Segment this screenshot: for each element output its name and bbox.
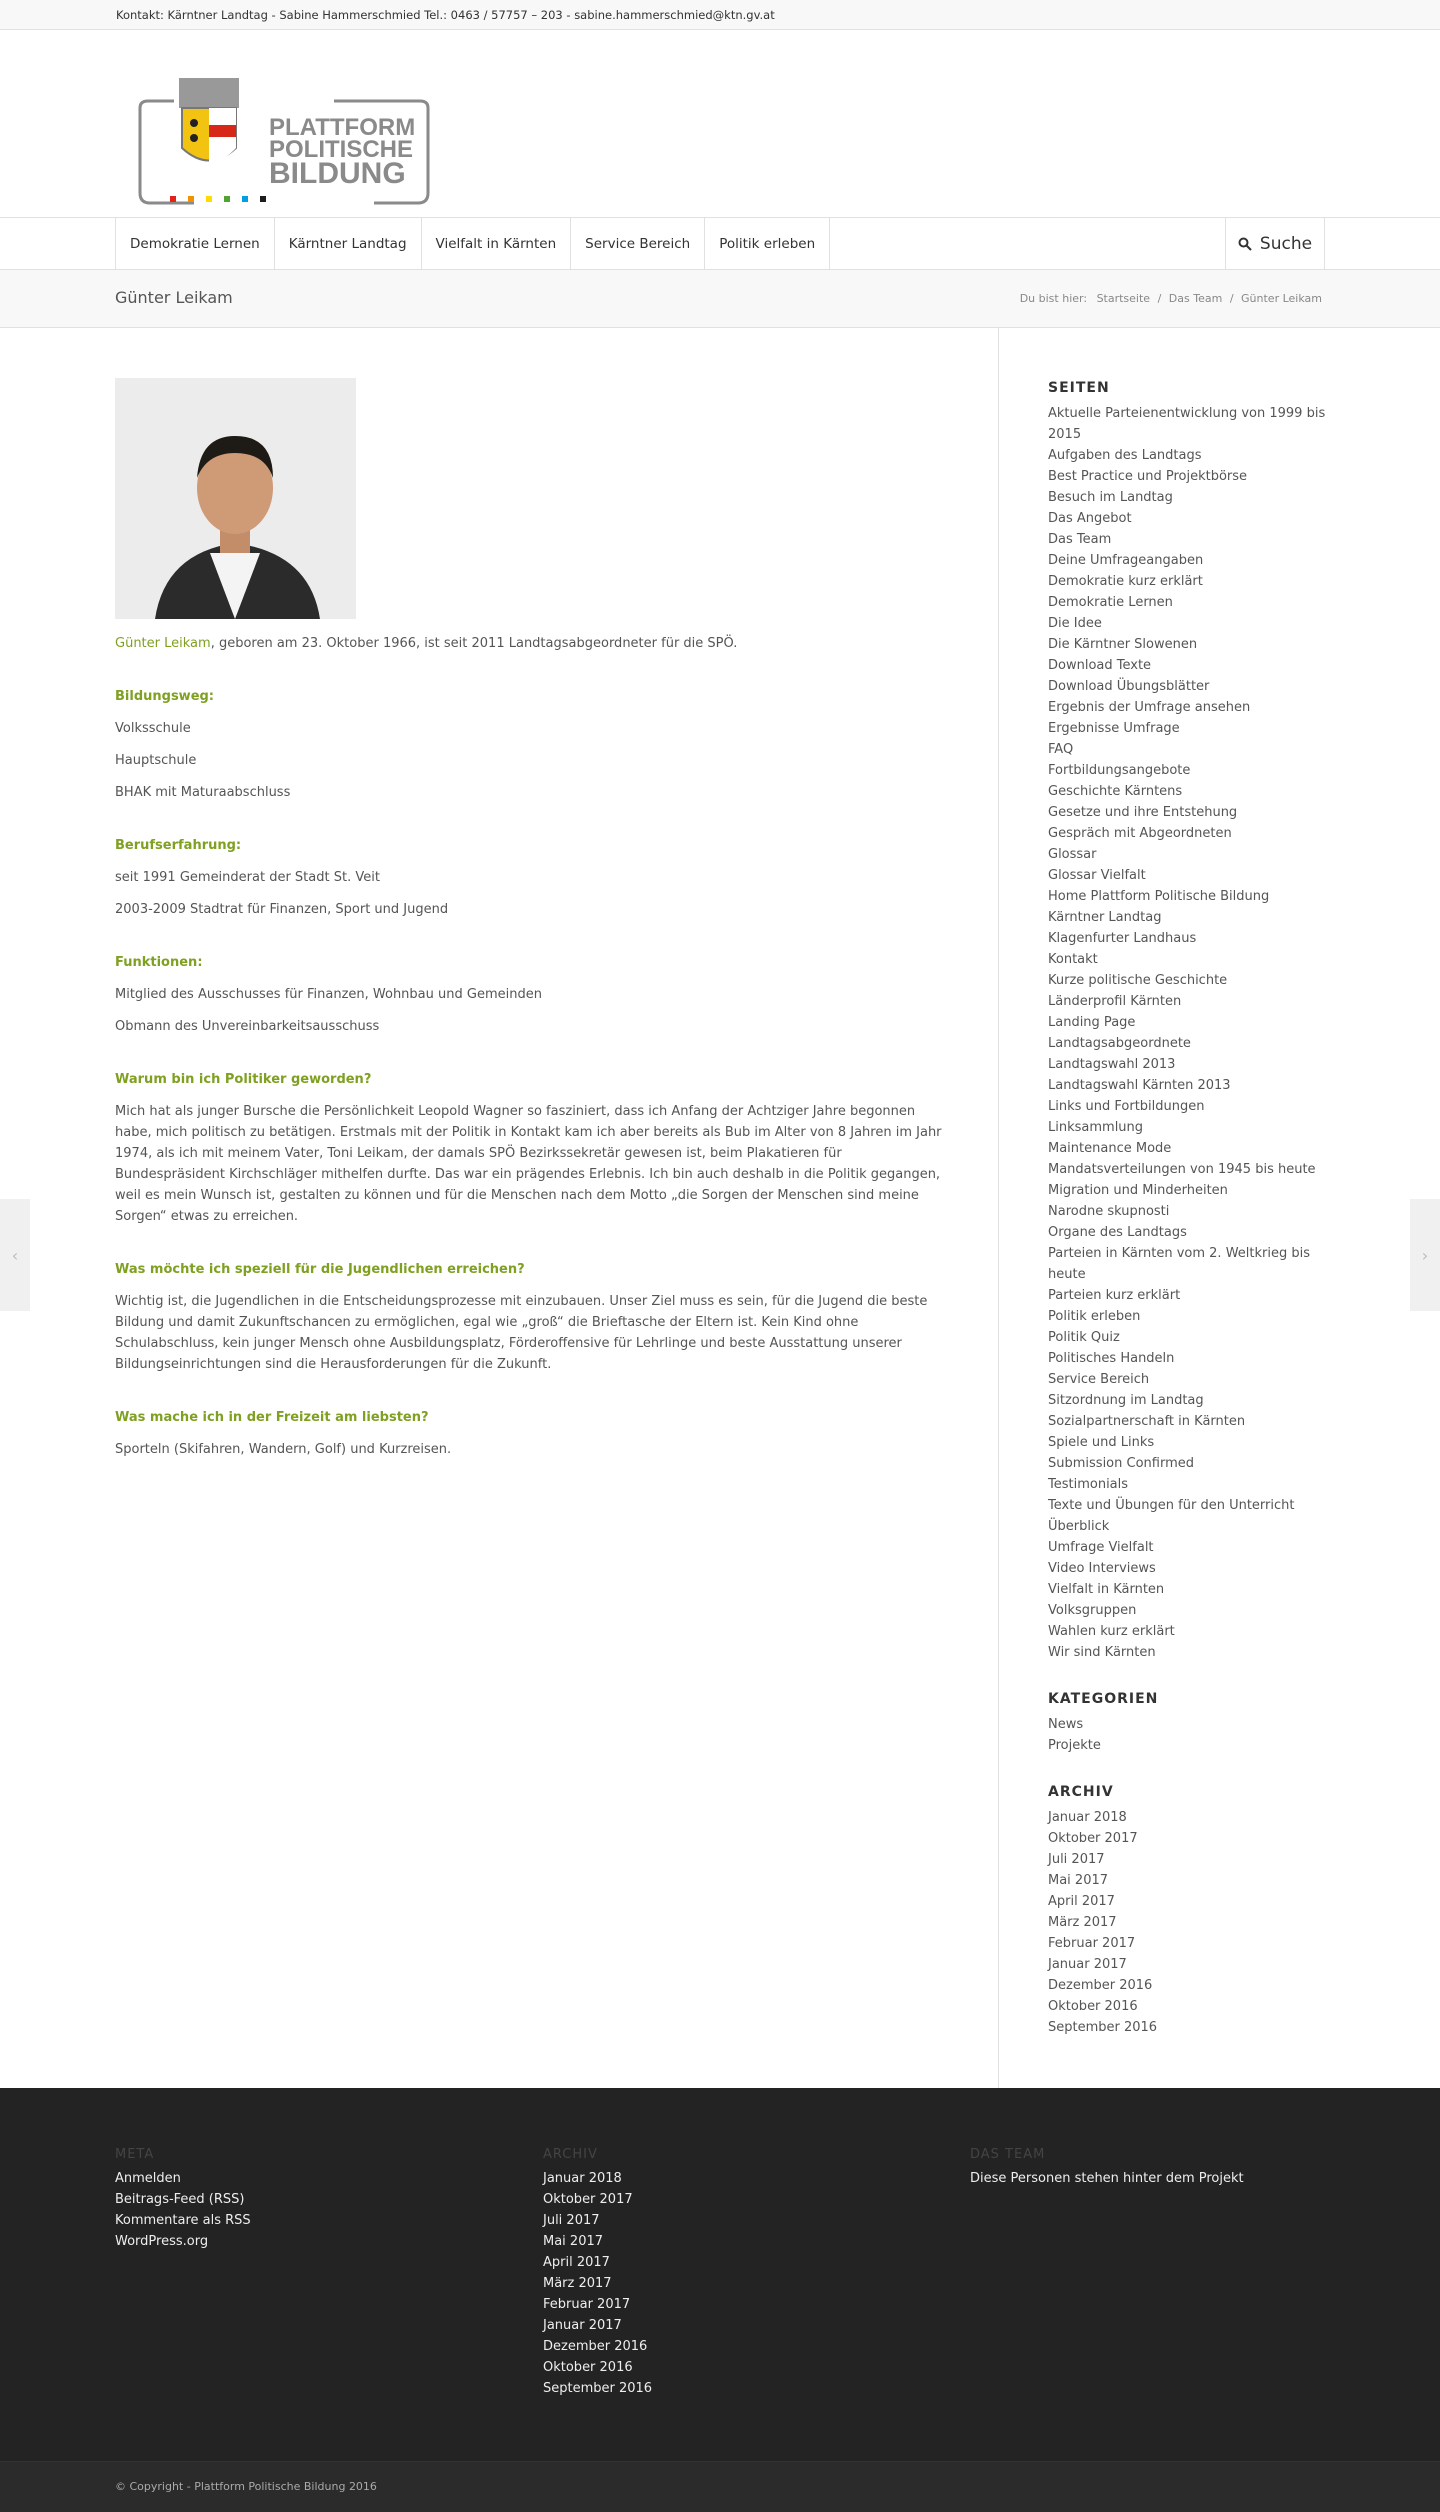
contact-info: Kontakt: Kärntner Landtag - Sabine Hammerschmied Tel.: 0463 / 57757 – 203 - sabine.hammerschmied@ktn.gv.at (116, 8, 775, 22)
heading-warum-politiker: Warum bin ich Politiker geworden? (115, 1072, 372, 1087)
sidebar (1048, 378, 1328, 2064)
sidebar-page-link[interactable]: Wahlen kurz erklärt (1048, 1624, 1175, 1639)
heading-bildungsweg: Bildungsweg: (115, 689, 215, 704)
heading-berufserfahrung: Berufserfahrung: (115, 838, 242, 853)
site-footer (0, 2088, 1440, 2461)
sidebar-page-link[interactable]: Aufgaben des Landtags (1048, 448, 1202, 463)
sidebar-page-link[interactable]: Aktuelle Parteienentwicklung von 1999 bis 2015 (1048, 406, 1326, 442)
logo-text-3: BILDUNG (269, 157, 406, 190)
sidebar-page-link[interactable]: Gespräch mit Abgeordneten (1048, 826, 1232, 841)
sidebar-heading-seiten: SEITEN (1048, 380, 1110, 396)
nav-vielfalt-in-kaernten[interactable]: Vielfalt in Kärnten (421, 218, 571, 270)
sidebar-page-link[interactable]: Landtagswahl 2013 (1048, 1057, 1176, 1072)
copyright: © Copyright - Plattform Politische Bildung 2016 (115, 2480, 377, 2493)
footer-archive-link[interactable]: Mai 2017 (543, 2234, 604, 2249)
footer-archive-link[interactable]: Dezember 2016 (543, 2339, 648, 2354)
coat-of-arms-icon (179, 78, 239, 165)
footer-heading-team: DAS TEAM (970, 2147, 1046, 2162)
next-arrow-button[interactable] (1410, 1199, 1440, 1311)
bildung-item: Hauptschule (115, 753, 197, 768)
footer-archive-link[interactable]: Januar 2018 (543, 2171, 622, 2186)
footer-meta (115, 2144, 251, 2252)
chevron-right-icon: › (1421, 1245, 1429, 1265)
categories-list (1048, 1714, 1328, 1756)
sidebar-archive-link[interactable]: Mai 2017 (1048, 1873, 1109, 1888)
breadcrumb-prefix: Du bist hier: (1019, 292, 1088, 305)
search-icon (1238, 237, 1252, 251)
site-header (0, 30, 1440, 218)
footer-archive-link[interactable]: Oktober 2016 (543, 2360, 633, 2375)
beruf-item: 2003-2009 Stadtrat für Finanzen, Sport und Jugend (115, 902, 449, 917)
footer-meta-link[interactable]: WordPress.org (115, 2234, 209, 2249)
footer-socket (0, 2461, 1440, 2512)
sidebar-page-link[interactable]: Kurze politische Geschichte (1048, 973, 1228, 988)
sidebar-archive-link[interactable]: Juli 2017 (1048, 1852, 1105, 1867)
logo-text-2: POLITISCHE (269, 136, 414, 163)
sidebar-page-link[interactable]: Migration und Minderheiten (1048, 1183, 1228, 1198)
sidebar-page-link[interactable]: Das Team (1048, 532, 1112, 547)
intro-text: , geboren am 23. Oktober 1966, ist seit 2011 Landtagsabgeordneter für die SPÖ. (210, 636, 738, 651)
sidebar-page-link[interactable]: Landing Page (1048, 1015, 1136, 1030)
sidebar-page-link[interactable]: Service Bereich (1048, 1372, 1150, 1387)
sidebar-page-link[interactable]: Politisches Handeln (1048, 1351, 1175, 1366)
footer-heading-archiv: ARCHIV (543, 2147, 598, 2162)
footer-team-link[interactable]: Diese Personen stehen hinter dem Projekt (970, 2171, 1244, 2186)
portrait-photo (115, 378, 356, 619)
sidebar-page-link[interactable]: Klagenfurter Landhaus (1048, 931, 1197, 946)
breadcrumb-startseite[interactable]: Startseite (1096, 292, 1151, 305)
footer-archiv (543, 2144, 652, 2399)
nav-politik-erleben[interactable]: Politik erleben (704, 218, 830, 270)
sidebar-archive-link[interactable]: Februar 2017 (1048, 1936, 1136, 1951)
breadcrumb-current: Günter Leikam (1241, 292, 1322, 305)
sidebar-page-link[interactable]: Die Kärntner Slowenen (1048, 637, 1198, 652)
search-label: Suche (1259, 234, 1313, 254)
breadcrumb-sep: / (1157, 292, 1162, 305)
sidebar-page-link[interactable]: Länderprofil Kärnten (1048, 994, 1182, 1009)
footer-archive-link[interactable]: September 2016 (543, 2381, 653, 2396)
sidebar-page-link[interactable]: Sozialpartnerschaft in Kärnten (1048, 1414, 1246, 1429)
sidebar-page-link[interactable]: Geschichte Kärntens (1048, 784, 1183, 799)
sidebar-page-link[interactable]: Volksgruppen (1048, 1603, 1137, 1618)
footer-archive-link[interactable]: Februar 2017 (543, 2297, 631, 2312)
sidebar-page-link[interactable]: Demokratie Lernen (1048, 595, 1173, 610)
footer-team (970, 2144, 1244, 2189)
sidebar-page-link[interactable]: Home Plattform Politische Bildung (1048, 889, 1270, 904)
footer-meta-link[interactable]: Kommentare als RSS (115, 2213, 251, 2228)
search-button[interactable] (1225, 218, 1325, 270)
jugend-text: Wichtig ist, die Jugendlichen in die Entscheidungsprozesse mit einzubauen. Unser Ziel muss es sein, für die Jugend die beste Bildung und damit Zukunftschancen zu ermöglichen, egal wie „groß“ die Brieftasche der Eltern ist. Kein Kind ohne Schulabschluss, kein junger Mensch ohne Ausbildungsplatz, Förderoffensive für Lehrlinge und beste Ausstattung unserer Bildungseinrichtungen sind die Herausforderungen für die Zukunft. (115, 1294, 928, 1372)
archive-list (1048, 1807, 1328, 2038)
main-navigation (0, 218, 1440, 270)
sidebar-page-link[interactable]: Fortbildungsangebote (1048, 763, 1191, 778)
chevron-left-icon: ‹ (11, 1245, 19, 1265)
sidebar-page-link[interactable]: Überblick (1048, 1519, 1110, 1534)
main-area (0, 328, 1440, 2088)
footer-archive-link[interactable]: Oktober 2017 (543, 2192, 633, 2207)
sidebar-page-link[interactable]: Download Übungsblätter (1048, 679, 1210, 694)
menu (115, 218, 830, 270)
sidebar-page-link[interactable]: Parteien in Kärnten vom 2. Weltkrieg bis heute (1048, 1246, 1310, 1282)
footer-meta-link[interactable]: Anmelden (115, 2171, 181, 2186)
sidebar-archive-link[interactable]: März 2017 (1048, 1915, 1117, 1930)
sidebar-page-link[interactable]: Vielfalt in Kärnten (1048, 1582, 1165, 1597)
sidebar-page-link[interactable]: Links und Fortbildungen (1048, 1099, 1205, 1114)
intro-paragraph (115, 633, 955, 654)
nav-service-bereich[interactable]: Service Bereich (570, 218, 704, 270)
page-title: Günter Leikam (115, 288, 233, 307)
sidebar-page-link[interactable]: Testimonials (1048, 1477, 1129, 1492)
sidebar-page-link[interactable]: Die Idee (1048, 616, 1102, 631)
breadcrumb (1016, 292, 1322, 305)
funktion-item: Mitglied des Ausschusses für Finanzen, Wohnbau und Gemeinden (115, 987, 542, 1002)
sidebar-archive-link[interactable]: April 2017 (1048, 1894, 1115, 1909)
sidebar-page-link[interactable]: Das Angebot (1048, 511, 1132, 526)
title-bar (0, 270, 1440, 328)
sidebar-page-link[interactable]: Besuch im Landtag (1048, 490, 1173, 505)
nav-kaerntner-landtag[interactable]: Kärntner Landtag (274, 218, 421, 270)
sidebar-page-link[interactable]: Mandatsverteilungen von 1945 bis heute (1048, 1162, 1316, 1177)
sidebar-page-link[interactable]: FAQ (1048, 742, 1074, 757)
breadcrumb-sep: / (1229, 292, 1234, 305)
sidebar-page-link[interactable]: Narodne skupnosti (1048, 1204, 1170, 1219)
sidebar-page-link[interactable]: Demokratie kurz erklärt (1048, 574, 1203, 589)
heading-funktionen: Funktionen: (115, 955, 203, 970)
sidebar-page-link[interactable]: Wir sind Kärnten (1048, 1645, 1156, 1660)
beruf-item: seit 1991 Gemeinderat der Stadt St. Veit (115, 870, 380, 885)
sidebar-heading-archiv: ARCHIV (1048, 1784, 1114, 1800)
sidebar-page-link[interactable]: Landtagsabgeordnete (1048, 1036, 1191, 1051)
article-content (115, 378, 955, 1471)
sidebar-page-link[interactable]: Texte und Übungen für den Unterricht (1048, 1498, 1295, 1513)
sidebar-page-link[interactable]: Politik Quiz (1048, 1330, 1120, 1345)
sidebar-archive-link[interactable]: Oktober 2017 (1048, 1831, 1138, 1846)
footer-archive-link[interactable]: Januar 2017 (543, 2318, 622, 2333)
pages-list (1048, 403, 1328, 1663)
sidebar-page-link[interactable]: Linksammlung (1048, 1120, 1144, 1135)
meta-list (115, 2168, 251, 2252)
sidebar-page-link[interactable]: Kärntner Landtag (1048, 910, 1162, 925)
footer-archive-link[interactable]: Juli 2017 (543, 2213, 600, 2228)
sidebar-page-link[interactable]: Politik erleben (1048, 1309, 1141, 1324)
sidebar-page-link[interactable]: Kontakt (1048, 952, 1098, 967)
footer-archive-link[interactable]: März 2017 (543, 2276, 612, 2291)
sidebar-page-link[interactable]: Maintenance Mode (1048, 1141, 1172, 1156)
prev-arrow-button[interactable] (0, 1199, 30, 1311)
footer-meta-link[interactable]: Beitrags-Feed (RSS) (115, 2192, 245, 2207)
sidebar-page-link[interactable]: Landtagswahl Kärnten 2013 (1048, 1078, 1231, 1093)
site-logo[interactable] (134, 73, 434, 208)
sidebar-category-link[interactable]: News (1048, 1717, 1084, 1732)
sidebar-page-link[interactable]: Organe des Landtags (1048, 1225, 1187, 1240)
sidebar-archive-link[interactable]: Januar 2017 (1048, 1957, 1127, 1972)
bildung-item: Volksschule (115, 721, 191, 736)
sidebar-heading-kategorien: KATEGORIEN (1048, 1691, 1159, 1707)
sidebar-page-link[interactable]: Sitzordnung im Landtag (1048, 1393, 1204, 1408)
bildung-item: BHAK mit Maturaabschluss (115, 785, 291, 800)
funktion-item: Obmann des Unvereinbarkeitsausschuss (115, 1019, 380, 1034)
sidebar-page-link[interactable]: Ergebnis der Umfrage ansehen (1048, 700, 1251, 715)
sidebar-page-link[interactable]: Glossar Vielfalt (1048, 868, 1146, 883)
sidebar-archive-link[interactable]: September 2016 (1048, 2020, 1158, 2035)
heading-freizeit: Was mache ich in der Freizeit am liebsten? (115, 1410, 429, 1425)
footer-heading-meta: META (115, 2147, 155, 2162)
heading-jugendliche: Was möchte ich speziell für die Jugendlichen erreichen? (115, 1262, 525, 1277)
person-name-link[interactable]: Günter Leikam (115, 636, 211, 651)
sidebar-page-link[interactable]: Gesetze und ihre Entstehung (1048, 805, 1238, 820)
sidebar-page-link[interactable]: Parteien kurz erklärt (1048, 1288, 1181, 1303)
top-contact-bar (0, 0, 1440, 30)
sidebar-page-link[interactable]: Glossar (1048, 847, 1097, 862)
sidebar-archive-link[interactable]: Oktober 2016 (1048, 1999, 1138, 2014)
footer-archive-link[interactable]: April 2017 (543, 2255, 610, 2270)
sidebar-page-link[interactable]: Spiele und Links (1048, 1435, 1155, 1450)
sidebar-page-link[interactable]: Umfrage Vielfalt (1048, 1540, 1154, 1555)
nav-demokratie-lernen[interactable]: Demokratie Lernen (115, 218, 274, 270)
sidebar-divider (998, 328, 999, 2088)
freizeit-text: Sporteln (Skifahren, Wandern, Golf) und Kurzreisen. (115, 1442, 452, 1457)
sidebar-page-link[interactable]: Submission Confirmed (1048, 1456, 1194, 1471)
warum-text: Mich hat als junger Bursche die Persönlichkeit Leopold Wagner so fasziniert, dass ich Anfang der Achtziger Jahre begonnen habe, mich politisch zu betätigen. Erstmals mit der Politik in Kontakt kam ich aber bereits als Bub im Alter von 8 Jahren im Jahr 1974, als ich mit meinem Vater, Toni Leikam, der damals SPÖ Bezirkssekretär gewesen ist, beim Plakatieren für Bundespräsident Kirchschläger mithelfen durfte. Das war ein prägendes Erlebnis. Ich bin auch deshalb in die Politik gegangen, weil es mein Wunsch ist, gestalten zu können und für die Menschen nach dem Motto „die Sorgen der Menschen sind meine Sorgen“ etwas zu erreichen. (115, 1104, 942, 1224)
sidebar-page-link[interactable]: Best Practice und Projektbörse (1048, 469, 1248, 484)
sidebar-archive-link[interactable]: Januar 2018 (1048, 1810, 1127, 1825)
logo-graphic (134, 73, 434, 208)
sidebar-page-link[interactable]: Deine Umfrageangaben (1048, 553, 1204, 568)
logo-text-1: PLATTFORM (269, 114, 416, 141)
footer-archive-list (543, 2168, 652, 2399)
breadcrumb-das-team[interactable]: Das Team (1168, 292, 1223, 305)
sidebar-page-link[interactable]: Ergebnisse Umfrage (1048, 721, 1180, 736)
sidebar-category-link[interactable]: Projekte (1048, 1738, 1101, 1753)
sidebar-page-link[interactable]: Video Interviews (1048, 1561, 1156, 1576)
sidebar-archive-link[interactable]: Dezember 2016 (1048, 1978, 1153, 1993)
sidebar-page-link[interactable]: Download Texte (1048, 658, 1152, 673)
